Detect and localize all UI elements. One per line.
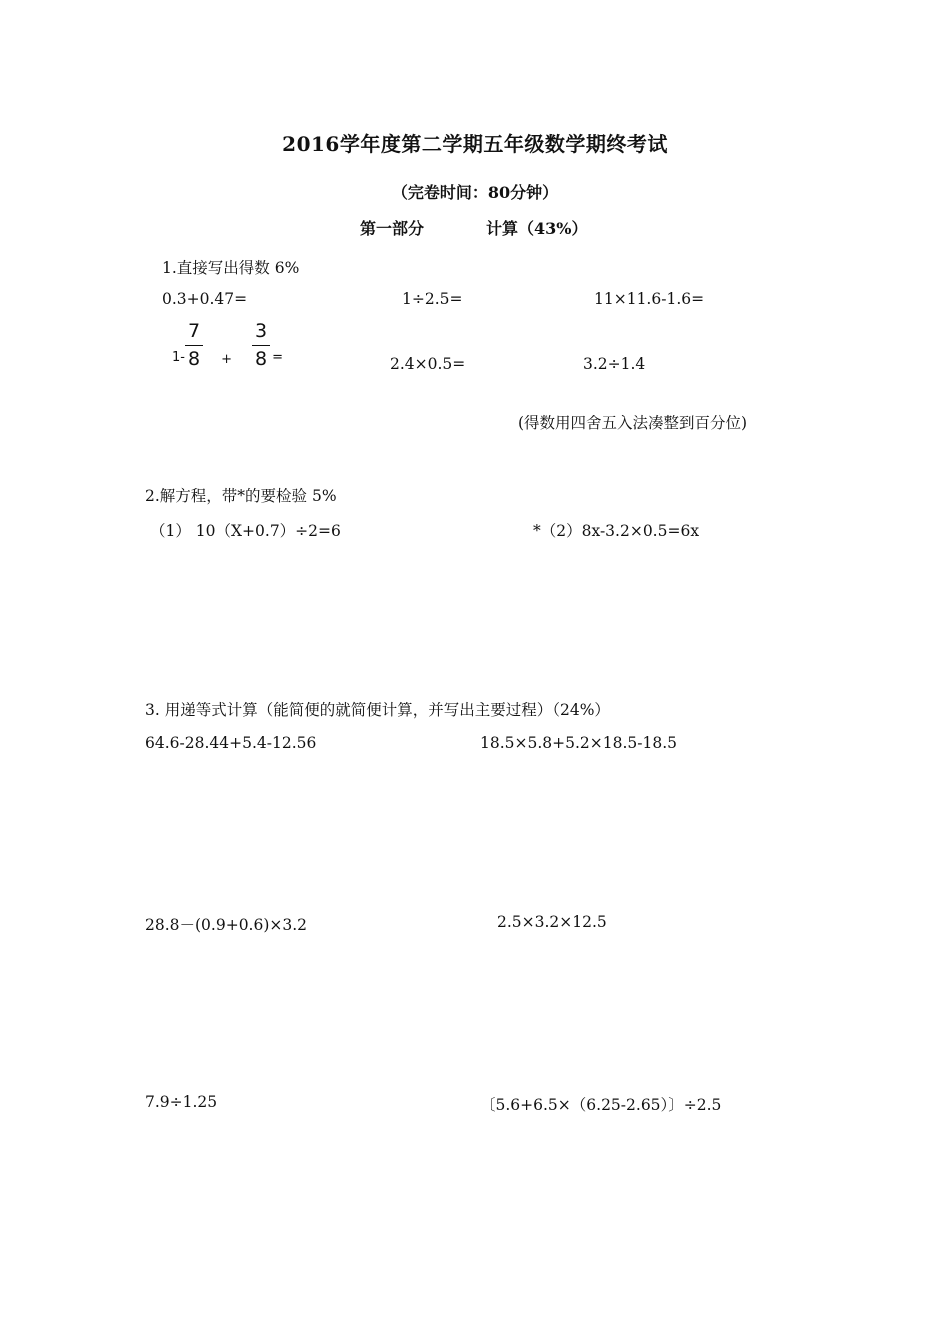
- fraction-denominator: 8: [254, 348, 268, 370]
- q3-heading: 3. 用递等式计算（能简便的就简便计算，并写出主要过程）（24%）: [145, 701, 610, 719]
- exam-duration: （完卷时间：80分钟）: [391, 183, 559, 202]
- q2-equation-2: *（2）8x-3.2×0.5=6x: [533, 522, 700, 540]
- q1-rounding-note: (得数用四舍五入法凑整到百分位): [518, 414, 748, 432]
- part-label: 第一部分: [360, 219, 425, 238]
- part-name: 计算（43%）: [486, 219, 588, 238]
- q3-item-5: 7.9÷1.25: [145, 1093, 218, 1111]
- fraction-equals: =: [272, 350, 283, 365]
- q2-heading: 2.解方程，带*的要检验 5%: [145, 487, 337, 505]
- fraction-numerator: 7: [185, 322, 203, 346]
- fraction-denominator: 8: [187, 348, 201, 370]
- q1-item-1: 0.3+0.47=: [162, 290, 248, 308]
- q1-fraction-expression: [172, 322, 283, 369]
- q1-item-5: 3.2÷1.4: [583, 355, 646, 373]
- q1-item-4: 2.4×0.5=: [390, 355, 466, 373]
- fraction-plus: +: [221, 352, 232, 367]
- fraction-7-8: [185, 322, 203, 369]
- q1-item-3: 11×11.6-1.6=: [594, 290, 705, 308]
- q1-item-2: 1÷2.5=: [402, 290, 463, 308]
- q3-item-6: 〔5.6+6.5×（6.25-2.65）〕÷2.5: [480, 1096, 722, 1114]
- q3-item-2: 18.5×5.8+5.2×18.5-18.5: [480, 734, 678, 752]
- exam-title: 2016学年度第二学期五年级数学期终考试: [282, 132, 668, 156]
- fraction-prefix: 1-: [172, 350, 185, 365]
- q2-equation-1: （1） 10（X+0.7）÷2=6: [150, 522, 341, 540]
- q1-heading: 1.直接写出得数 6%: [162, 259, 300, 277]
- q3-item-4: 2.5×3.2×12.5: [497, 913, 607, 931]
- fraction-numerator: 3: [252, 322, 270, 346]
- q3-item-1: 64.6-28.44+5.4-12.56: [145, 734, 317, 752]
- q3-item-3: 28.8－(0.9+0.6)×3.2: [145, 916, 308, 934]
- fraction-3-8: [252, 322, 270, 369]
